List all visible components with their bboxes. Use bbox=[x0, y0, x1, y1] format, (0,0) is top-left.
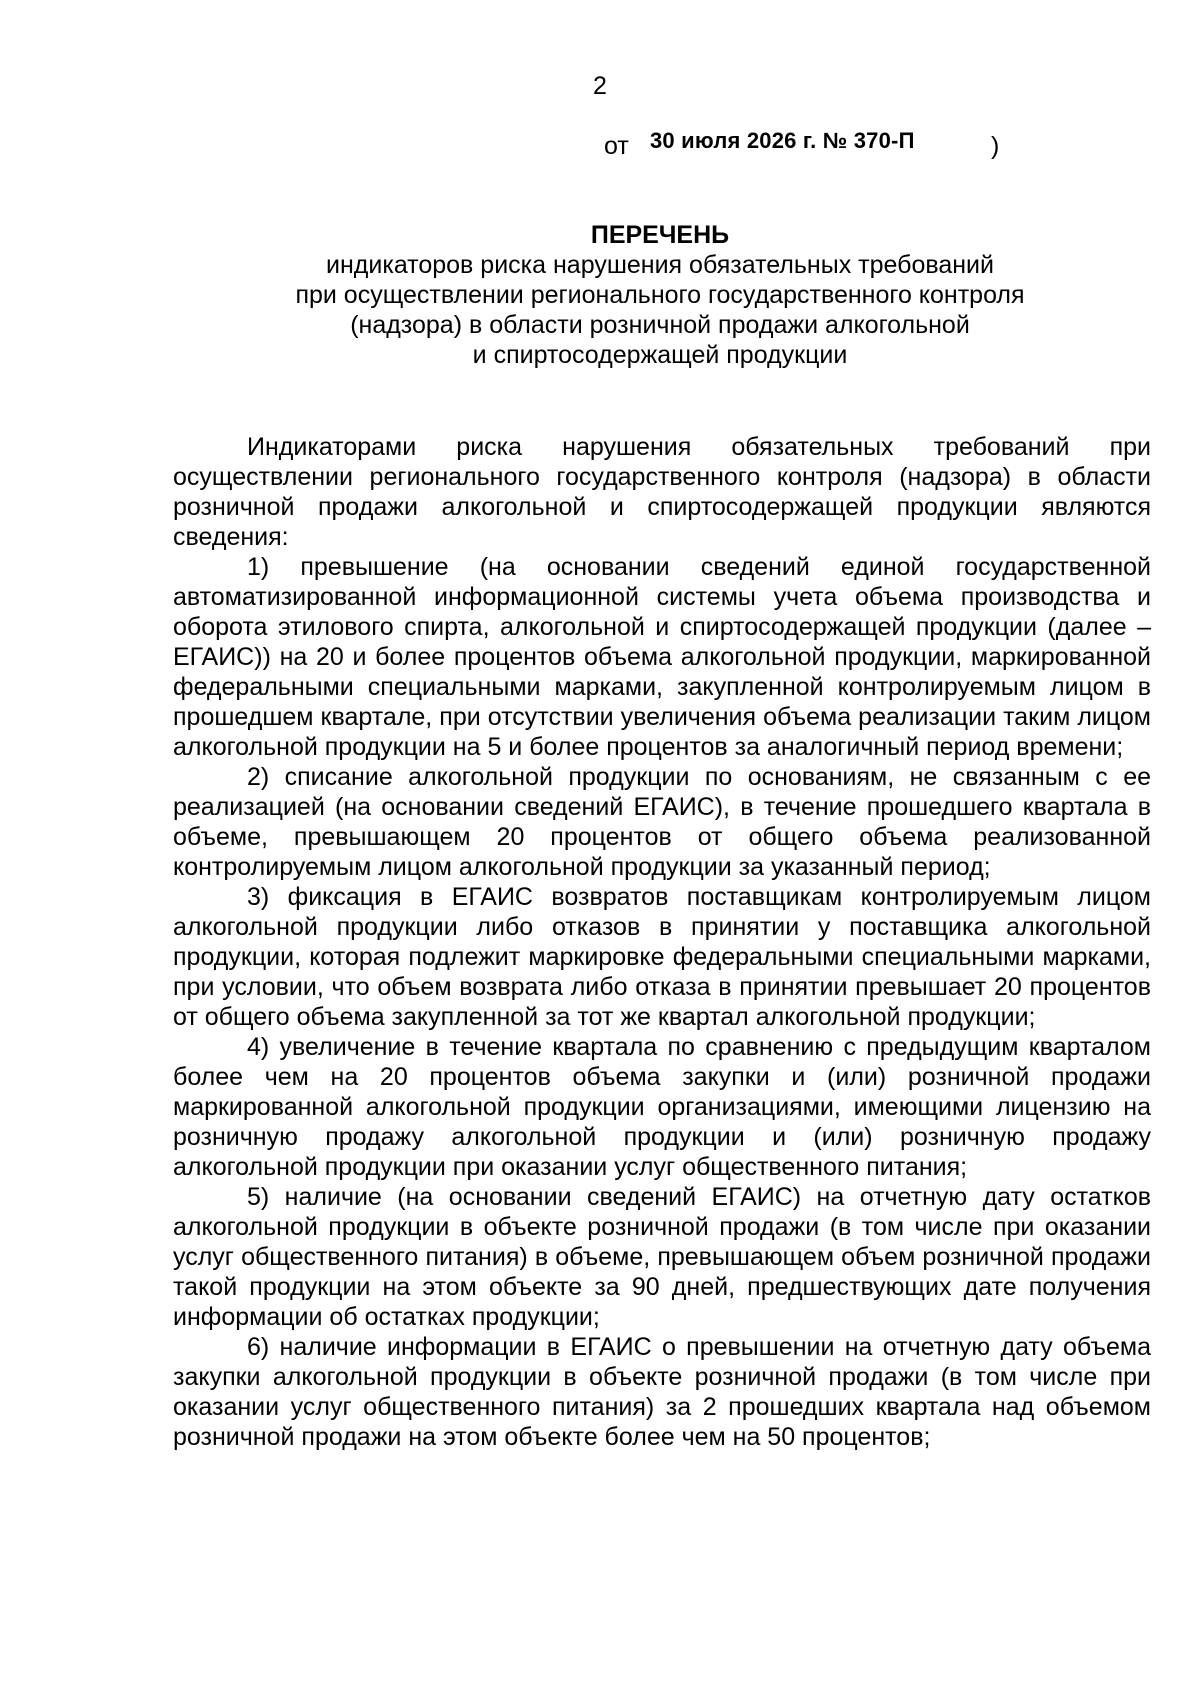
indicator-item-4: 4) увеличение в течение квартала по сравнению с предыдущим кварталом более чем на 20 процентов объема закупки и (или) розничной продажи маркированной алкогольной продукции организациями, имеющими лицензию на розничную продажу алкогольной продукции и (или) розничную продажу алкогольной продукции при оказании услуг общественного питания; bbox=[173, 1033, 1151, 1181]
indicator-item-3: 3) фиксация в ЕГАИС возвратов поставщикам контролируемым лицом алкогольной продукции либо отказов в принятии у поставщика алкогольной продукции, которая подлежит маркировке федеральными специальными марками, при условии, что объем возврата либо отказа в принятии превышает 20 процентов от общего объема закупленной за тот же квартал алкогольной продукции; bbox=[173, 883, 1151, 1031]
document-reference bbox=[604, 128, 1004, 164]
indicator-item-6: 6) наличие информации в ЕГАИС о превышении на отчетную дату объема закупки алкогольной продукции в объекте розничной продажи (в том числе при оказании услуг общественного питания) за 2 прошедших квартала над объемом розничной продажи на этом объекте более чем на 50 процентов; bbox=[173, 1333, 1151, 1451]
title-line-4: и спиртосодержащей продукции bbox=[472, 341, 848, 369]
date-number-stamp: 30 июля 2026 г. № 370-П bbox=[650, 128, 915, 153]
page-number: 2 bbox=[593, 72, 607, 100]
indicator-item-5: 5) наличие (на основании сведений ЕГАИС) на отчетную дату остатков алкогольной продукции в объекте розничной продажи (в том числе при оказании услуг общественного питания) в объеме, превышающем объем розничной продажи такой продукции на этом объекте за 90 дней, предшествующих дате получения информации об остатках продукции; bbox=[173, 1183, 1151, 1331]
document-body bbox=[173, 432, 1151, 1452]
document-title-block bbox=[0, 220, 1200, 370]
indicator-item-2: 2) списание алкогольной продукции по основаниям, не связанным с ее реализацией (на основании сведений ЕГАИС), в течение прошедшего квартала в объеме, превышающем 20 процентов от общего объема реализованной контролируемым лицом алкогольной продукции за указанный период; bbox=[173, 763, 1151, 881]
intro-paragraph: Индикаторами риска нарушения обязательных требований при осуществлении регионального государственного контроля (надзора) в области розничной продажи алкогольной и спиртосодержащей продукции являются сведения: bbox=[173, 433, 1151, 551]
reference-prefix: от bbox=[604, 132, 629, 160]
title-line-3: (надзора) в области розничной продажи алкогольной bbox=[350, 311, 970, 339]
indicator-item-1: 1) превышение (на основании сведений единой государственной автоматизированной информационной системы учета объема производства и оборота этилового спирта, алкогольной и спиртосодержащей продукции (далее – ЕГАИС)) на 20 и более процентов объема алкогольной продукции, маркированной федеральными специальными марками, закупленной контролируемым лицом в прошедшем квартале, при отсутствии увеличения объема реализации таким лицом алкогольной продукции на 5 и более процентов за аналогичный период времени; bbox=[173, 553, 1151, 761]
reference-closing-paren: ) bbox=[991, 132, 1000, 160]
document-title: ПЕРЕЧЕНЬ bbox=[590, 221, 730, 249]
title-line-2: при осуществлении регионального государственного контроля bbox=[295, 281, 1025, 309]
title-line-1: индикаторов риска нарушения обязательных требований bbox=[326, 251, 994, 279]
